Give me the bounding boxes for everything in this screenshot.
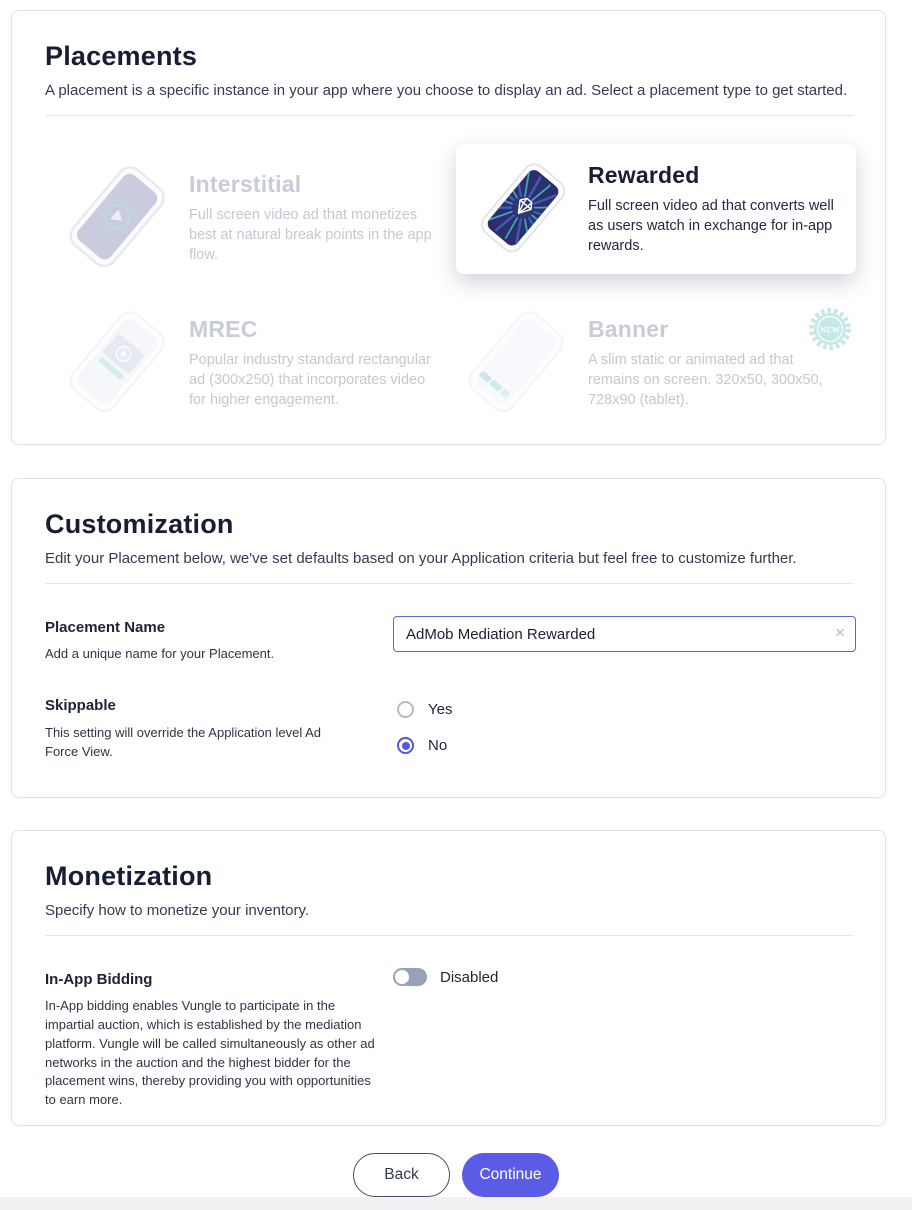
radio-no-icon[interactable] — [397, 737, 414, 754]
banner-description: A slim static or animated ad that remains on screen. 320x50, 300x50, 728x90 (tablet). — [588, 351, 823, 409]
monetization-subtitle: Specify how to monetize your inventory. — [45, 902, 310, 919]
placement-name-description: Add a unique name for your Placement. — [45, 646, 275, 661]
interstitial-name: Interstitial — [189, 170, 302, 197]
placements-title: Placements — [45, 41, 198, 71]
banner-name: Banner — [588, 315, 669, 342]
clear-input-icon[interactable]: × — [835, 623, 845, 642]
in-app-bidding-label: In-App Bidding — [45, 971, 153, 988]
footer-actions — [0, 1153, 912, 1197]
rewarded-phone-icon — [470, 154, 574, 264]
customization-title: Customization — [45, 509, 234, 539]
in-app-bidding-toggle-wrap — [393, 968, 498, 986]
placements-divider — [45, 115, 854, 116]
rewarded-name: Rewarded — [588, 161, 700, 188]
monetization-card — [11, 830, 886, 1126]
radio-yes-icon[interactable] — [397, 701, 414, 718]
in-app-bidding-toggle[interactable] — [393, 968, 427, 986]
in-app-bidding-state: Disabled — [440, 968, 499, 986]
skippable-option-no[interactable] — [397, 737, 452, 754]
skippable-radio-group — [397, 701, 452, 773]
skippable-label: Skippable — [45, 697, 116, 714]
customization-subtitle: Edit your Placement below, we've set defaults based on your Application criteria but feel free to customize further. — [45, 550, 797, 567]
monetization-title: Monetization — [45, 861, 213, 891]
in-app-bidding-description: In-App bidding enables Vungle to participate in the impartial auction, which is established by the mediation platform. Vungle will be called simultaneously as other ad networks in the auction and the highest bidder for the placement wins, thereby providing you with opportunities to earn more. — [45, 998, 375, 1108]
mrec-phone-icon — [57, 304, 175, 422]
monetization-divider — [45, 935, 854, 936]
placement-type-mrec[interactable] — [57, 293, 449, 433]
placements-card — [11, 10, 886, 445]
customization-divider — [45, 583, 854, 584]
skippable-description: This setting will override the Application level Ad Force View. — [45, 725, 322, 759]
placement-name-input-wrap — [393, 616, 856, 652]
customization-card — [11, 478, 886, 798]
placement-type-rewarded[interactable] — [456, 144, 856, 274]
back-button[interactable]: Back — [353, 1153, 450, 1197]
banner-phone-icon — [456, 304, 574, 422]
placement-type-banner[interactable] — [456, 293, 856, 433]
rewarded-description: Full screen video ad that converts well as users watch in exchange for in-app rewards. — [588, 197, 834, 255]
skippable-option-yes[interactable] — [397, 701, 452, 718]
radio-yes-label: Yes — [428, 701, 453, 718]
placement-name-input[interactable] — [393, 616, 856, 652]
toggle-knob — [395, 970, 409, 984]
new-badge-icon — [808, 307, 852, 351]
bottom-strip — [0, 1197, 912, 1210]
interstitial-phone-icon — [57, 159, 175, 277]
continue-button[interactable]: Continue — [462, 1153, 559, 1197]
new-badge-label: NEW — [819, 324, 841, 335]
placements-subtitle: A placement is a specific instance in your app where you choose to display an ad. Select a placement type to get started. — [45, 82, 848, 99]
mrec-name: MREC — [189, 315, 258, 342]
mrec-description: Popular industry standard rectangular ad (300x250) that incorporates video for higher engagement. — [189, 351, 431, 409]
interstitial-description: Full screen video ad that monetizes best at natural break points in the app flow. — [189, 206, 432, 264]
placement-type-interstitial[interactable] — [57, 148, 449, 288]
radio-no-label: No — [428, 737, 448, 754]
placement-name-label: Placement Name — [45, 619, 166, 636]
